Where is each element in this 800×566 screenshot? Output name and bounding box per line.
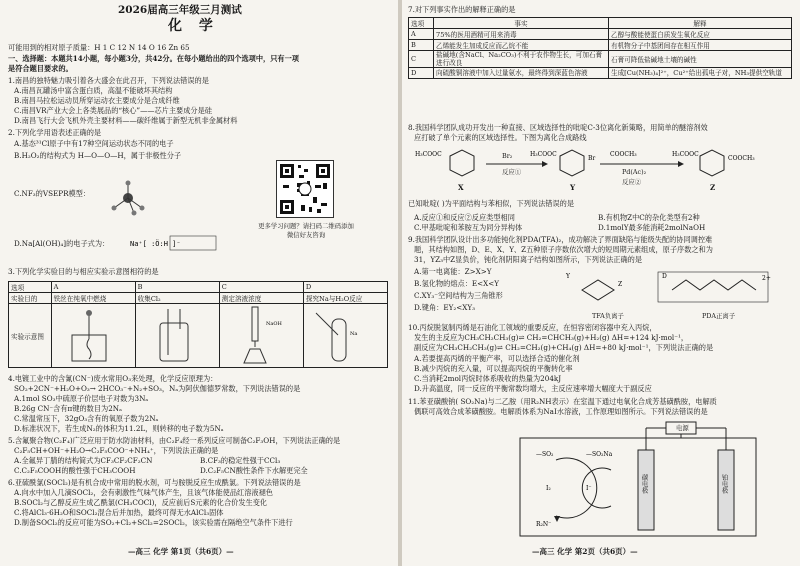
q4-option-b: B.26g CN⁻含有π键的数目为2Nₐ <box>14 404 122 413</box>
page-footer-2: —高三 化学 第2页（共6页）— <box>532 547 638 556</box>
q3-cell: 探究Na与H₂O反应 <box>303 293 387 304</box>
question-9: 9.我国科学团队设计出多功能钝化剂PDA(TFA)₂，成功解决了界面缺陷与能级失配的协同调控难 <box>408 235 713 244</box>
q10-side-reaction: 副反应为CH₃CH₂CH₃(g)⇌ CH₂=CH₂(g)+CH₄(g) ΔH=+80 kJ·mol⁻¹，下列说法正确的是 <box>414 343 714 352</box>
q2-option-c: C.NF₃的VSEPR模型： <box>14 189 91 198</box>
q7-option-cell: C <box>409 51 434 68</box>
q6-option-b: B.SOCl₂与乙醇反应生成乙酰氯(CH₃COCl)，反应前后S元素的化合价发生变化 <box>14 498 268 507</box>
svg-text:D: D <box>662 273 667 280</box>
qr-code[interactable] <box>276 160 334 218</box>
svg-text:Na: Na <box>349 330 358 337</box>
iron-burning-apparatus <box>54 305 124 365</box>
apparatus-c-cell <box>219 304 303 368</box>
q3-header-cell: 选项 <box>9 282 52 293</box>
q4-option-a: A.1mol SO₃中硫原子价层电子对数为3Nₐ <box>14 394 149 403</box>
apparatus-d-cell <box>303 304 387 368</box>
svg-text:NaOH: NaOH <box>265 320 282 327</box>
q7-option-cell: A <box>409 29 434 40</box>
q7-fact-cell: 向硫酸铜溶液中加入过量氨水，最终得到深蓝色溶液 <box>434 68 609 79</box>
q2-option-a: A.基态³¹Cl原子中有17种空间运动状态不同的电子 <box>14 139 174 148</box>
carbon-electrode-label: 碳电极 <box>640 474 649 494</box>
q5-option-b: B.CF₃的稳定性强于CCl₃ <box>200 456 281 465</box>
q7-explain-cell: 石膏可降低盐碱地土壤的碱性 <box>609 51 792 68</box>
q4-option-c: C.常温常压下，32gO₃含有的氧原子数为2Nₐ <box>14 414 159 423</box>
compound-y-label: Y <box>570 183 576 192</box>
platinum-electrode-label: 铂电极 <box>720 474 729 494</box>
subject-title: 化 学 <box>168 18 219 34</box>
reagent-reaction-2: 反应② <box>622 178 642 186</box>
q8-synthesis-route <box>410 146 794 198</box>
apparatus-a-cell <box>51 304 135 368</box>
svg-text:Br: Br <box>588 155 596 162</box>
q8-note: 已知吡啶( )为平面结构与苯相似，下列说法错误的是 <box>408 199 575 208</box>
q7-option-cell: D <box>409 68 434 79</box>
pda-cation-label: PDA正离子 <box>702 312 736 320</box>
titration-apparatus <box>222 305 292 365</box>
question-11: 11.苯亚磺酸钠( SO₂Na)与二乙胺（用R₂NH表示）在室温下通过电氧化合成芳基磺酰胺，电解质 <box>408 397 717 406</box>
q10-main-reaction: 发生的主反应为CH₃CH₂CH₃(g)⇌ CH₂=CHCH₃(g)+H₂(g) ΔH=+124 kJ·mol⁻¹， <box>414 333 689 342</box>
q7-header-cell: 解释 <box>609 18 792 29</box>
q7-explain-cell: 有机物分子中基团间存在相互作用 <box>609 40 792 51</box>
q3-header-cell: B <box>135 282 219 293</box>
q3-header-cell: A <box>51 282 135 293</box>
gas-collection-apparatus <box>138 305 208 365</box>
q9-option-a: A.第一电离能：Z>X>Y <box>414 267 492 276</box>
question-6: 6.亚硫酰氯(SOCl₂)是有机合成中常用的脱水剂，可与胺脱反应生成酰氯。下列说法错误的是 <box>8 478 301 487</box>
apparatus-b-cell <box>135 304 219 368</box>
q3-header-cell: C <box>219 282 303 293</box>
q2-option-b: B.H₂O₂的结构式为 H—O—O—H，属于非极性分子 <box>14 151 182 160</box>
reagent-reaction-1: 反应① <box>502 168 522 176</box>
question-8-cont: 应打破了单个元素的区域选择性。下图为离化合成路线 <box>414 133 587 142</box>
svg-text:R₂N⁻: R₂N⁻ <box>536 521 552 528</box>
q1-option-b: B.南昌马拉松运动员所穿运动衣主要成分是合成纤维 <box>14 96 180 105</box>
page-footer-1: —高三 化学 第1页（共6页）— <box>128 547 234 556</box>
q9-option-c: C.XY₃⁻空间结构为三角锥形 <box>414 291 503 300</box>
svg-text:—SO₂: —SO₂ <box>536 451 554 458</box>
q7-fact-cell: 75%的医用酒精可用来消毒 <box>434 29 609 40</box>
q3-row-label: 实验示意图 <box>9 304 52 368</box>
q9-option-b: B.氢化物的熔点：E<X<Y <box>414 279 500 288</box>
q8-option-b: B.有机物Z中C的杂化类型有2种 <box>598 213 700 222</box>
vsepr-model-figure <box>108 180 148 216</box>
question-9-cont: 题，其结构如图，D、E、X、Y、Z五种原子序数依次增大的短周期元素组成，原子序数之和为 <box>414 245 713 254</box>
q3-cell: 铁丝在纯氧中燃烧 <box>51 293 135 304</box>
q8-option-c: C.甲基吡啶和苯胺互为同分异构体 <box>414 223 523 232</box>
q7-header-cell: 事实 <box>434 18 609 29</box>
svg-text:I₂: I₂ <box>546 485 551 492</box>
q2-option-d: D.Na[Al(OH)₄]的电子式为： <box>14 239 110 248</box>
q7-option-cell: B <box>409 40 434 51</box>
question-7: 7.对下列事实作出的解释正确的是 <box>408 5 516 14</box>
question-9-cont2: 31，YZ₃中Z显负价，钝化剂阴阳离子结构如图所示，下列说法正确的是 <box>414 255 643 264</box>
atomic-mass-line: 可能用到的相对原子质量：H 1 C 12 N 14 O 16 Zn 65 <box>8 43 190 52</box>
q7-fact-cell: 盐碱地(含NaCl、Na₂CO₃)不利于农作物生长，可加石膏进行改良 <box>434 51 609 68</box>
q1-option-c: C.南昌VR产业大会上各类展品的“核心”——芯片主要成分是硅 <box>14 106 212 115</box>
question-4: 4.电镀工业中的含氰(CN⁻)废水常用O₃来处理，化学反应原理为： <box>8 374 218 383</box>
q6-option-d: D.制备SOCl₂的反应可能为SO₂+Cl₂+SCl₂=2SOCl₂，该实验需在隔绝空气条件下进行 <box>14 518 293 527</box>
q3-table <box>8 281 388 368</box>
svg-text:Z: Z <box>618 281 623 288</box>
qr-caption: 更多学习问题？请扫码二维码添加微信好友咨询 <box>258 222 354 239</box>
q7-header-cell: 选项 <box>409 18 434 29</box>
q5-equation: C₂F₅CH+OH⁻+H₂O→C₂F₅COO⁻+NH₄⁺，下列说法正确的是 <box>14 446 219 455</box>
exam-page-1 <box>0 0 398 566</box>
q3-row-label: 实验目的 <box>9 293 52 304</box>
q6-option-a: A.向水中加入几滴SOCl₂，会有刺激性气味气体产生，且该气体能使品红溶液褪色 <box>14 488 273 497</box>
q7-explain-cell: 乙醇与酸能使蛋白质发生氧化反应 <box>609 29 792 40</box>
svg-text:H₃COOC: H₃COOC <box>672 151 699 158</box>
svg-text:Y: Y <box>566 273 570 280</box>
reagent-palladium: Pd(Ac)₂ <box>622 168 647 176</box>
section-heading: 一、选择题：本题共14小题，每小题3分，共42分。在每小题给出的四个选项中，只有一项 <box>8 54 299 63</box>
q9-option-d: D.键角：EY₂<XY₃ <box>414 303 475 312</box>
tfa-anion-label: TFA负离子 <box>592 312 624 320</box>
q5-option-d: D.C₂F₅CN酸性条件下水解更完全 <box>200 466 308 475</box>
q4-option-d: D.标准状况下，若生成N₂的体积为11.2L，则转移的电子数为5Nₐ <box>14 424 224 433</box>
q8-option-a: A.反应①和反应②反应类型相同 <box>414 213 515 222</box>
svg-text:—SO₂Na: —SO₂Na <box>586 451 613 458</box>
q8-option-d: D.1molY最多能消耗2molNaOH <box>598 223 706 232</box>
q3-header-cell: D <box>303 282 387 293</box>
q9-structure-figure <box>562 266 790 314</box>
question-1: 1.南昌的独特魅力吸引着各大盛会在此召开，下列说法错误的是 <box>8 76 209 85</box>
power-source-label: 电源 <box>676 424 689 432</box>
q10-option-a: A.若要提高丙烯的平衡产率，可以选择合适的催化剂 <box>414 354 580 363</box>
q1-option-d: D.南昌飞行大会飞机外壳主要材料——碳纤维属于新型无机非金属材料 <box>14 116 238 125</box>
q6-option-c: C.将AlCl₃·6H₂O和SOCl₂混合后并加热，最终可得无水AlCl₃固体 <box>14 508 224 517</box>
question-10: 10.丙烷脱氢制丙烯是石油化工领域的重要反应，在恒容密闭容器中充入丙烷， <box>408 323 657 332</box>
question-8: 8.我国科学团队成功开发出一种直接、区域选择性的吡啶C-3位离化新策略，用简单的醚溶剂效 <box>408 123 708 132</box>
q10-option-d: D.升高温度，同一反应的平衡常数均增大，主反应速率增大幅度大于副反应 <box>414 384 652 393</box>
svg-text:2+: 2+ <box>762 275 771 282</box>
svg-text:I⁻: I⁻ <box>586 485 592 492</box>
section-heading-cont: 是符合题目要求的。 <box>8 64 73 73</box>
svg-text:H₃COOC: H₃COOC <box>415 151 442 158</box>
electron-formula-figure <box>130 234 220 252</box>
svg-text:COOCH₃: COOCH₃ <box>728 155 755 162</box>
q10-option-c: C.当消耗2mol丙烷时体系吸收的热量为204kJ <box>414 374 562 383</box>
q1-option-a: A.南昌瓦罐汤中富含蛋白质，高温不能破坏其结构 <box>14 86 173 95</box>
exam-title: 2026届高三年级三月测试 <box>118 4 242 16</box>
question-2: 2.下列化学用语表述正确的是 <box>8 128 102 137</box>
question-3: 3.下列化学实验目的与相应实验示意图相符的是 <box>8 267 159 276</box>
question-11-cont: 偶联可高效合成苯磺酸胺。电解质体系为NaI水溶液，工作原理如图所示。下列说法错误的是 <box>414 407 708 416</box>
q5-option-a: A.全氟异丁腈的结构简式为CF₃CF₂CF₂CN <box>14 456 153 465</box>
sodium-water-apparatus <box>306 305 376 365</box>
question-5: 5.含氟聚合物(C₂F₄)广泛应用于防水防油材料，由C₂F₄经一系列反应可制备C₂F₃OH，下列说法正确的是 <box>8 436 341 445</box>
svg-text:Na⁺[ :Ö:H ]⁻: Na⁺[ :Ö:H ]⁻ <box>130 240 181 248</box>
compound-z-label: Z <box>710 183 716 192</box>
svg-text:COOCH₃: COOCH₃ <box>610 151 637 158</box>
reagent-bromine: Br₂ <box>502 152 513 160</box>
q4-equation: SO₂+2CN⁻+H₂O+O₃→ 2HCO₃⁻+N₂+SO₃，Nₐ为阿伏伽德罗常数，下列说法错误的是 <box>14 384 301 393</box>
q7-table <box>408 17 792 79</box>
exam-page-2 <box>402 0 800 566</box>
q10-option-b: B.减少丙烷的充入量，可以提高丙烷的平衡转化率 <box>414 364 573 373</box>
q7-explain-cell: 生成[Cu(NH₃)₄]²⁺，Cu²⁺给出孤电子对，NH₃提供空轨道 <box>609 68 792 79</box>
q5-option-c: C.C₂F₅COOH的酸性强于CH₃COOH <box>14 466 136 475</box>
q3-cell: 测定溶液浓度 <box>219 293 303 304</box>
q7-fact-cell: 乙烯能发生加成反应而乙烷不能 <box>434 40 609 51</box>
svg-text:H₃COOC: H₃COOC <box>530 151 557 158</box>
compound-x-label: X <box>458 183 464 192</box>
q3-cell: 收集Cl₂ <box>135 293 219 304</box>
